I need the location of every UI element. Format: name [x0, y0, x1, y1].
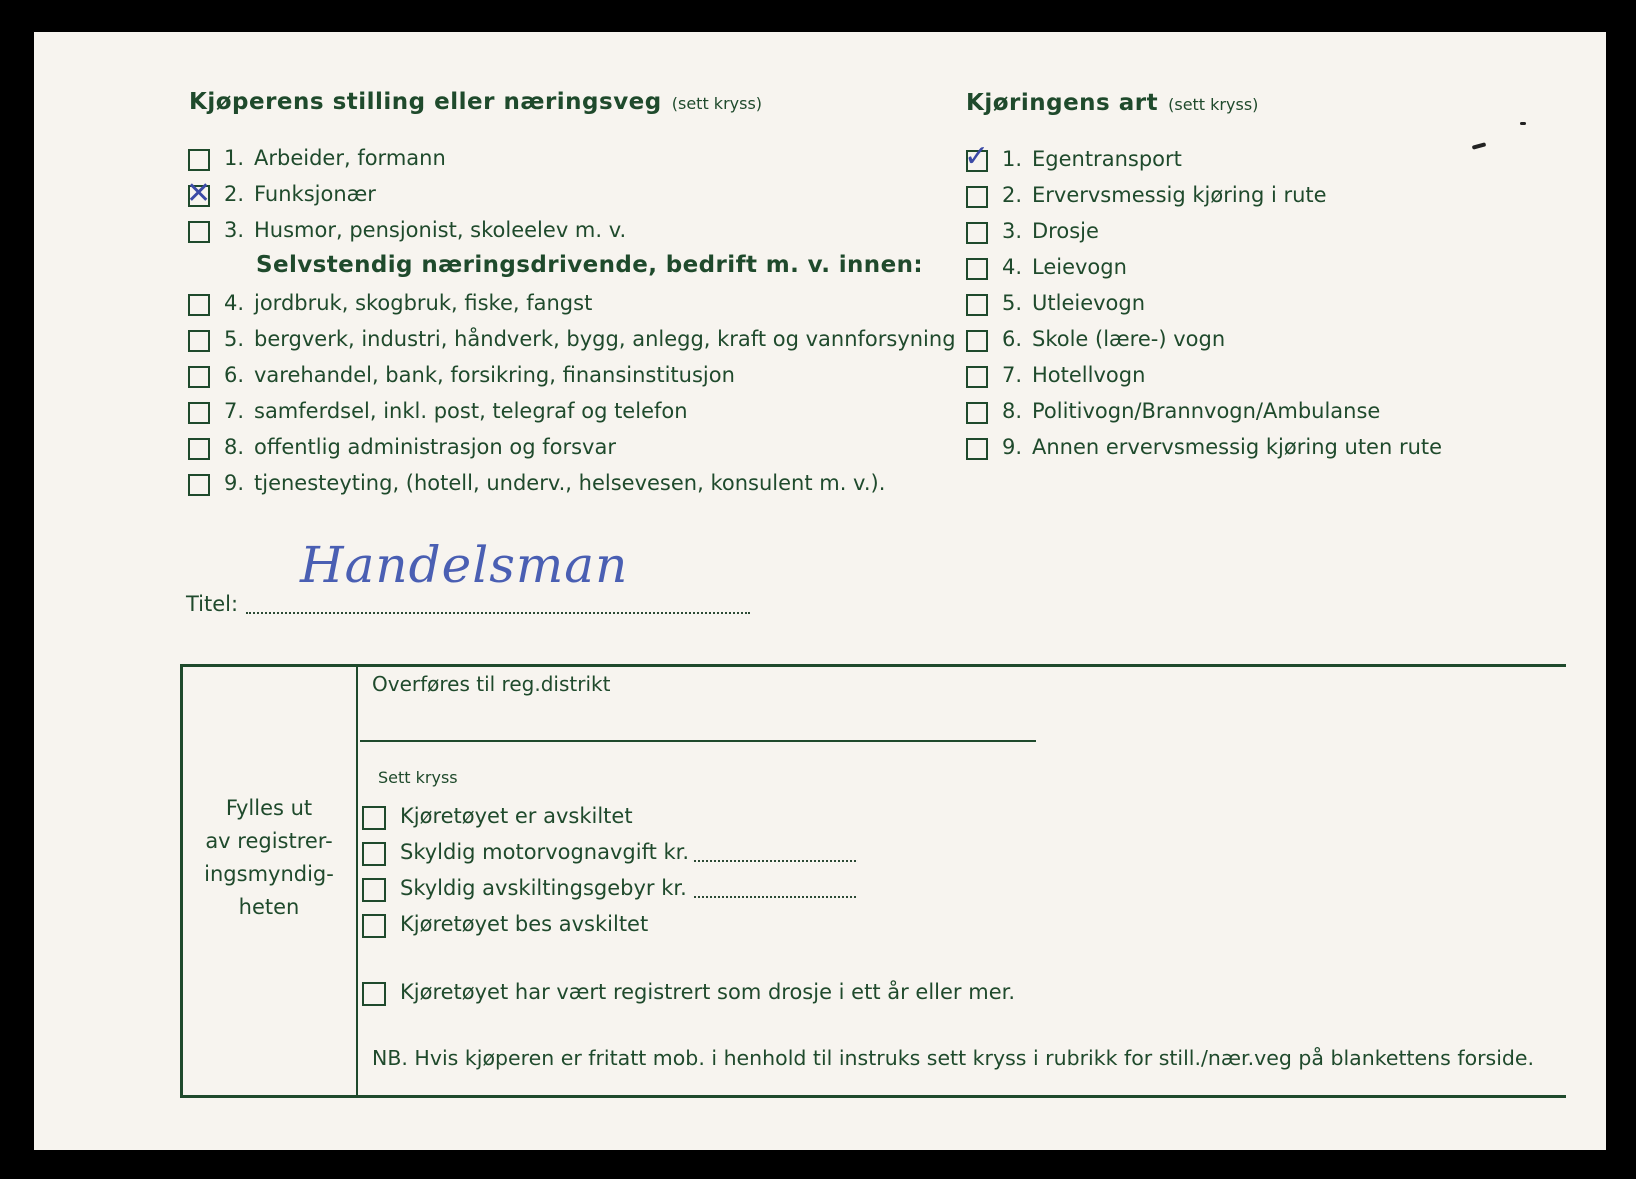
occupation-num: 5. — [224, 327, 245, 351]
driving-label: Egentransport — [1032, 147, 1182, 171]
occupation-item-5 — [224, 327, 956, 351]
occupation-num: 7. — [224, 399, 245, 423]
handwritten-check-mark: ✕ — [186, 176, 212, 211]
occupation-label: Husmor, pensjonist, skoleelev m. v. — [254, 218, 627, 242]
title-field-line[interactable] — [246, 612, 750, 614]
driving-num: 2. — [1002, 183, 1023, 207]
driving-item-2 — [1002, 183, 1327, 207]
occupation-num: 6. — [224, 363, 245, 387]
occupation-item-9 — [224, 471, 885, 495]
driving-type-heading — [966, 90, 1258, 116]
box-column-divider — [356, 664, 358, 1098]
driving-num: 5. — [1002, 291, 1023, 315]
ink-speck — [1520, 122, 1526, 125]
driving-num: 3. — [1002, 219, 1023, 243]
checkbox-driving-2[interactable] — [966, 186, 988, 208]
driving-num: 7. — [1002, 363, 1023, 387]
occupation-item-4 — [224, 291, 592, 315]
driving-label: Skole (lære-) vogn — [1032, 327, 1226, 351]
deregistration-fee-amount-field[interactable] — [694, 896, 856, 898]
self-employed-subheading: Selvstendig næringsdrivende, bedrift m. v. innen: — [256, 252, 923, 278]
request-deregistration-label: Kjøretøyet bes avskiltet — [400, 912, 649, 936]
occupation-item-1 — [224, 146, 446, 170]
checkbox-driving-9[interactable] — [966, 438, 988, 460]
side-label-line: Fylles ut — [225, 796, 313, 820]
checkbox-occupation-9[interactable] — [188, 474, 210, 496]
checkbox-driving-8[interactable] — [966, 402, 988, 424]
occupation-item-7 — [224, 399, 688, 423]
driving-label: Politivogn/Brannvogn/Ambulanse — [1032, 399, 1381, 423]
driving-num: 9. — [1002, 435, 1023, 459]
driving-type-hint: (sett kryss) — [1168, 95, 1259, 114]
occupation-label: Funksjonær — [254, 182, 376, 206]
buyer-occupation-title: Kjøperens stilling eller næringsveg — [189, 89, 662, 115]
title-handwritten-value: Handelsman — [300, 536, 629, 594]
driving-item-4 — [1002, 255, 1127, 279]
checkbox-driving-5[interactable] — [966, 294, 988, 316]
box-top-border — [180, 664, 1566, 667]
transfer-district-label: Overføres til reg.distrikt — [372, 672, 611, 696]
checkbox-occupation-1[interactable] — [188, 149, 210, 171]
driving-item-1 — [1002, 147, 1182, 171]
checkbox-driving-6[interactable] — [966, 330, 988, 352]
exemption-note: NB. Hvis kjøperen er fritatt mob. i henhold til instruks sett kryss i rubrikk for still./nær.veg på blankettens forside. — [372, 1046, 1535, 1070]
transfer-district-line[interactable] — [360, 740, 1036, 742]
form-card — [34, 32, 1606, 1150]
checkbox-deregistered[interactable] — [362, 806, 386, 830]
driving-num: 8. — [1002, 399, 1023, 423]
checkbox-occupation-8[interactable] — [188, 438, 210, 460]
driving-num: 4. — [1002, 255, 1023, 279]
side-label-line: av registrer- — [205, 829, 333, 853]
occupation-label: jordbruk, skogbruk, fiske, fangst — [254, 291, 593, 315]
checkbox-deregistration-fee-owed[interactable] — [362, 878, 386, 902]
occupation-label: tjenesteyting, (hotell, underv., helsevesen, konsulent m. v.). — [254, 471, 886, 495]
occupation-label: varehandel, bank, forsikring, finansinstitusjon — [254, 363, 735, 387]
deregistered-label: Kjøretøyet er avskiltet — [400, 804, 633, 828]
occupation-item-3 — [224, 218, 626, 242]
driving-item-3 — [1002, 219, 1099, 243]
occupation-num: 9. — [224, 471, 245, 495]
driving-num: 1. — [1002, 147, 1023, 171]
driving-label: Drosje — [1032, 219, 1099, 243]
occupation-num: 3. — [224, 218, 245, 242]
occupation-num: 2. — [224, 182, 245, 206]
checkbox-vehicle-tax-owed[interactable] — [362, 842, 386, 866]
checkbox-occupation-7[interactable] — [188, 402, 210, 424]
driving-label: Annen ervervsmessig kjøring uten rute — [1032, 435, 1443, 459]
deregistration-fee-owed-label: Skyldig avskiltingsgebyr kr. — [400, 876, 687, 900]
driving-item-8 — [1002, 399, 1380, 423]
driving-item-9 — [1002, 435, 1442, 459]
handwritten-check-mark: ✓ — [964, 139, 990, 174]
occupation-item-8 — [224, 435, 616, 459]
driving-item-5 — [1002, 291, 1145, 315]
vehicle-tax-owed-label: Skyldig motorvognavgift kr. — [400, 840, 690, 864]
checkbox-occupation-6[interactable] — [188, 366, 210, 388]
ink-speck — [1472, 142, 1487, 149]
occupation-num: 8. — [224, 435, 245, 459]
authority-side-label — [184, 792, 354, 924]
checkbox-occupation-4[interactable] — [188, 294, 210, 316]
occupation-label: offentlig administrasjon og forsvar — [254, 435, 616, 459]
buyer-occupation-hint: (sett kryss) — [671, 94, 763, 113]
checkbox-occupation-3[interactable] — [188, 221, 210, 243]
checkbox-driving-4[interactable] — [966, 258, 988, 280]
checkbox-request-deregistration[interactable] — [362, 914, 386, 938]
vehicle-tax-amount-field[interactable] — [694, 860, 856, 862]
driving-label: Leievogn — [1032, 255, 1127, 279]
occupation-item-2 — [224, 182, 376, 206]
taxi-one-year-label: Kjøretøyet har vært registrert som drosje i ett år eller mer. — [400, 980, 1015, 1004]
buyer-occupation-heading — [189, 89, 762, 115]
driving-label: Hotellvogn — [1032, 363, 1146, 387]
driving-item-7 — [1002, 363, 1145, 387]
driving-label: Ervervsmessig kjøring i rute — [1032, 183, 1327, 207]
side-label-line: heten — [238, 895, 300, 919]
box-bottom-border — [180, 1095, 1566, 1098]
checkbox-driving-7[interactable] — [966, 366, 988, 388]
side-label-line: ingsmyndig- — [204, 862, 334, 886]
occupation-num: 1. — [224, 146, 245, 170]
driving-type-title: Kjøringens art — [966, 90, 1159, 116]
checkbox-taxi-one-year[interactable] — [362, 982, 386, 1006]
box-left-border — [180, 664, 183, 1098]
checkbox-occupation-5[interactable] — [188, 330, 210, 352]
occupation-label: samferdsel, inkl. post, telegraf og telefon — [254, 399, 688, 423]
driving-num: 6. — [1002, 327, 1023, 351]
title-label: Titel: — [186, 592, 239, 616]
driving-label: Utleievogn — [1032, 291, 1146, 315]
occupation-num: 4. — [224, 291, 245, 315]
occupation-label: bergverk, industri, håndverk, bygg, anlegg, kraft og vannforsyning — [254, 327, 956, 351]
check-hint: Sett kryss — [378, 768, 458, 787]
occupation-item-6 — [224, 363, 735, 387]
checkbox-driving-3[interactable] — [966, 222, 988, 244]
occupation-label: Arbeider, formann — [254, 146, 446, 170]
driving-item-6 — [1002, 327, 1225, 351]
